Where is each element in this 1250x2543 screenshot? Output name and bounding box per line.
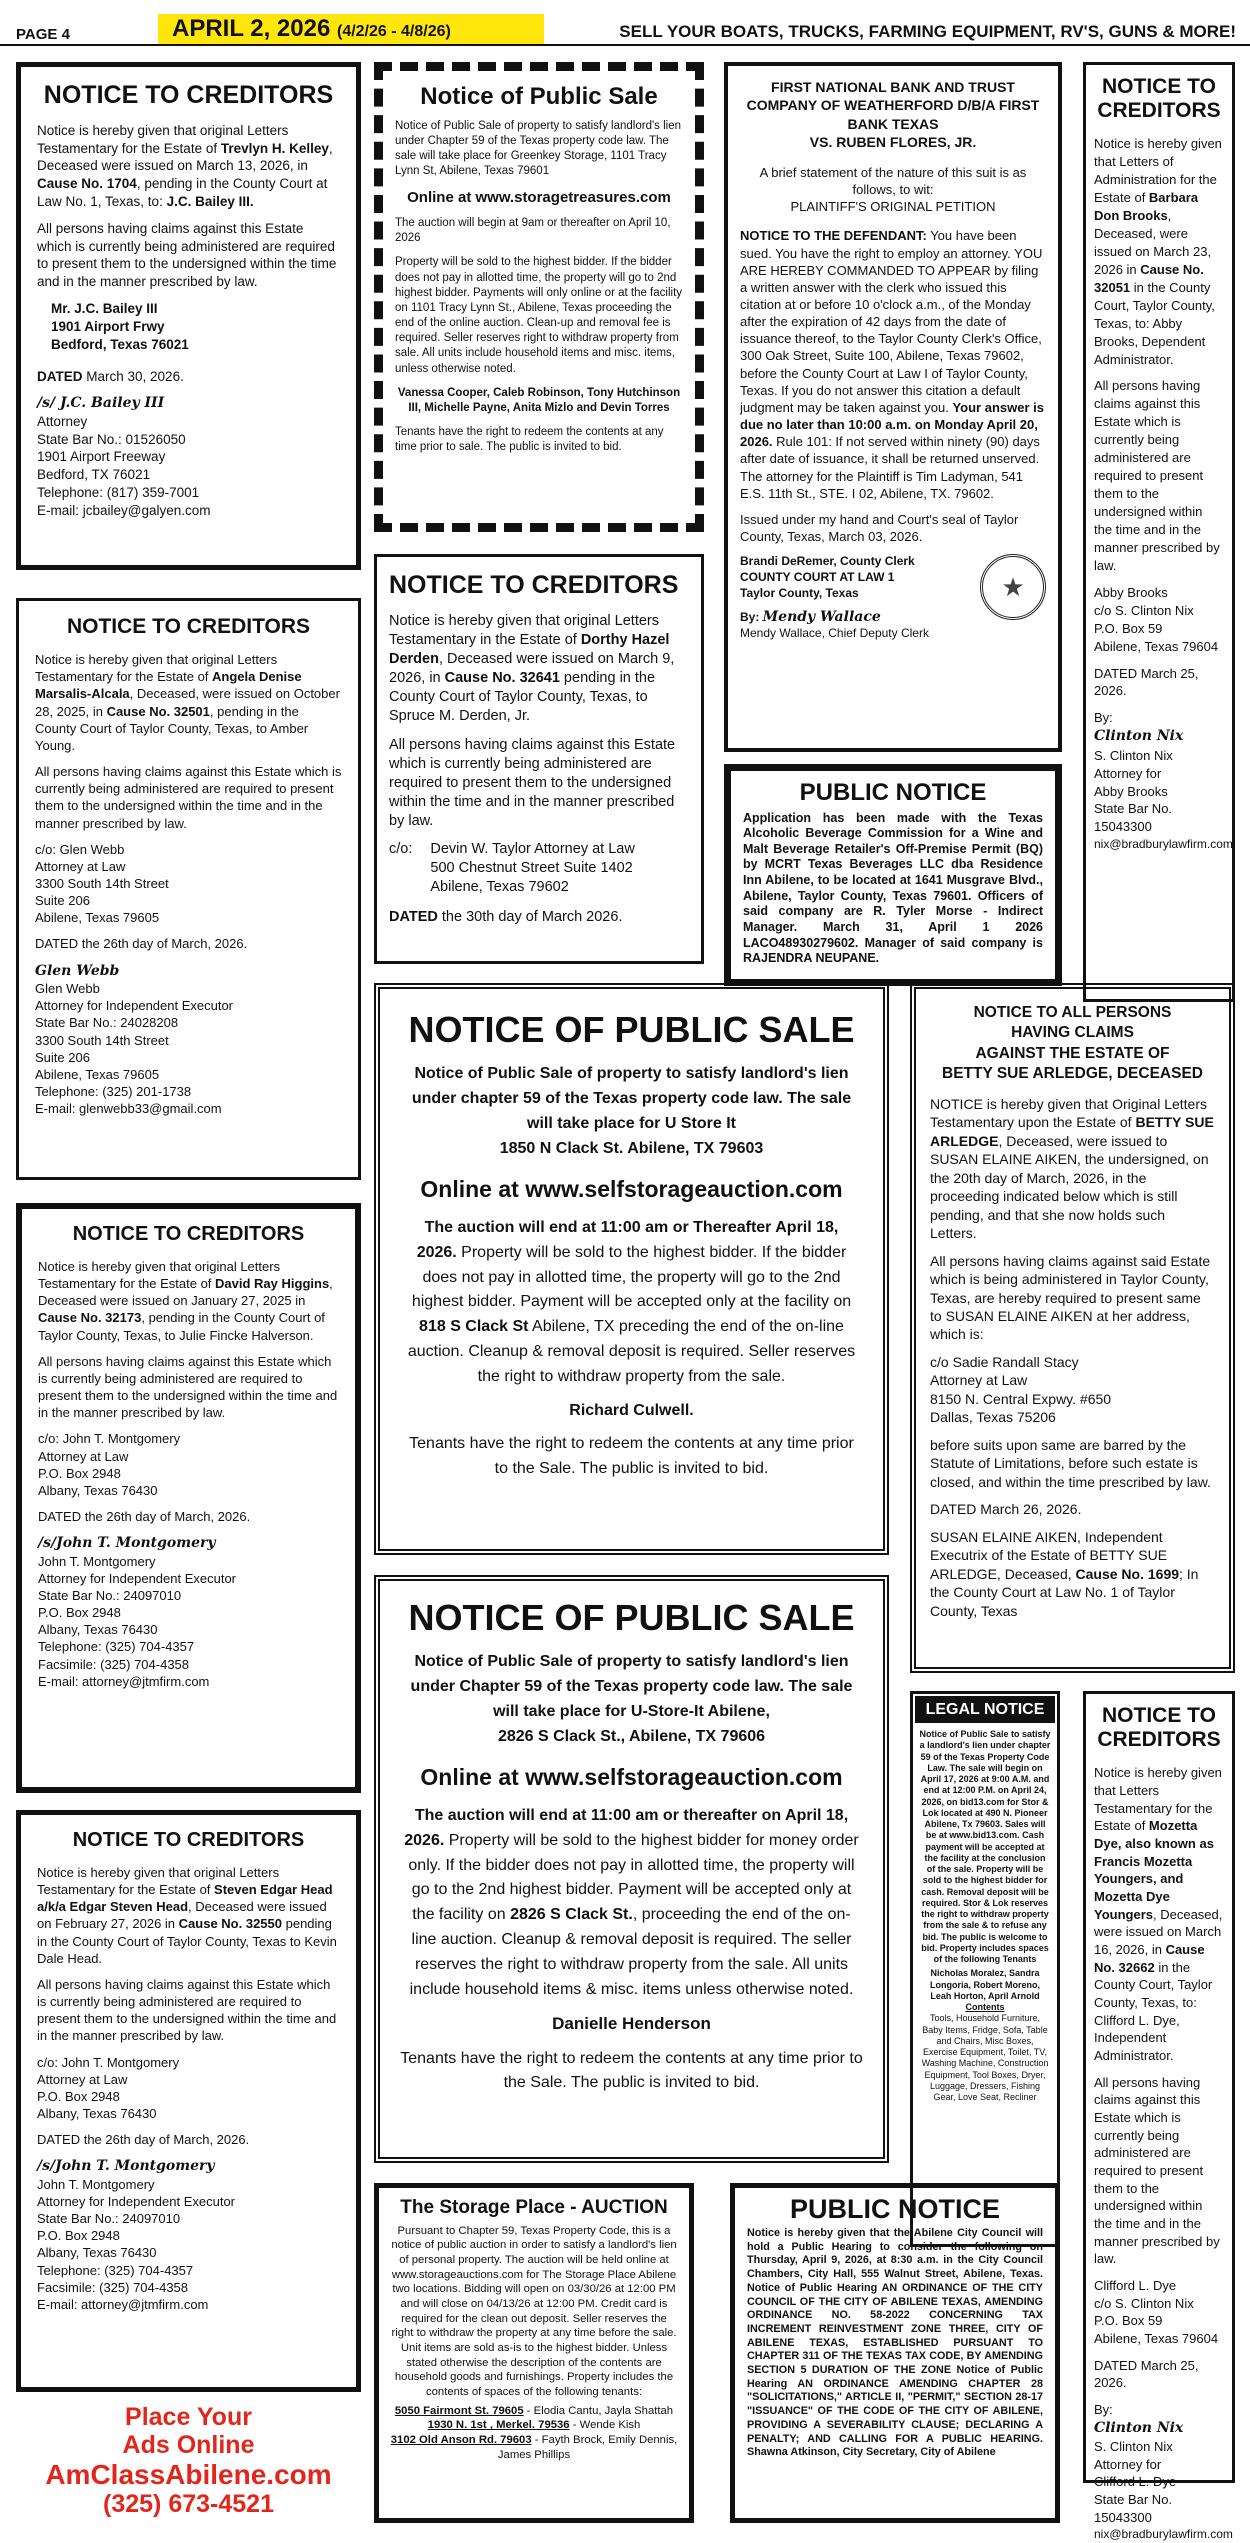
notice-title: PUBLIC NOTICE bbox=[789, 2194, 1000, 2224]
notice-title: Notice of Public Sale bbox=[420, 83, 658, 110]
attorney-block: John T. Montgomery Attorney for Independent Executor State Bar No.: 24097010 P.O. Box 2948 Albany, Texas 76430 Telephone: (325) 704-4357 Facsimile: (325) 704-4358 E-mail: attorney@jtmfirm.com bbox=[37, 2176, 236, 2312]
notice-title: PUBLIC NOTICE bbox=[799, 779, 987, 806]
signature: /s/John T. Montgomery bbox=[37, 2158, 215, 2175]
address-block: Clifford L. Dye c/o S. Clinton Nix P.O. Box 59 Abilene, Texas 79604 bbox=[1094, 2278, 1219, 2347]
attorney-block: S. Clinton Nix Attorney for Clifford L. Dye State Bar No. 15043300 nix@bradburylawfirm.com bbox=[1094, 2438, 1233, 2542]
notice-title: NOTICE TO ALL PERSONS HAVING CLAIMS AGAINST THE ESTATE OF BETTY SUE ARLEDGE, DECEASED bbox=[942, 1004, 1203, 1083]
public-notice-city-council: PUBLIC NOTICE Notice is hereby given that the Abilene City Council will hold a Public Hearing to consider the following on Thursday, April 9, 2026, at 8:30 a.m. in the City Council Chambers, City Hall, 555 Walnut Street, Abilene, Texas. Notice of Public Hearing AN ORDINANCE OF THE CITY COUNCIL OF THE CITY OF ABILENE TEXAS, AMENDING ORDINANCE NO. 58-2022 CONCERNING TAX INCREMENT REINVESTMENT ZONE THREE, CITY OF ABILENE TEXAS, ESTABLISHED PURSUANT TO CHAPTER 311 OF THE TEXAS TAX CODE, BY AMENDING SECTION 5 DURATION OF THE ZONE Notice of Public Hearing AN ORDINANCE AMENDING CHAPTER 28 "SOLICITATIONS," ARTICLE II, "PERMIT," SECTION 28-17 "ISSUANCE" OF THE CODE OF THE CITY OF ABILENE, PROVIDING A SEVERABILITY CLAUSE; DECLARING A PENALTY; AND CALLING FOR A PUBLIC HEARING. Shawna Atkinson, City Secretary, City of Abilene bbox=[730, 2183, 1060, 2523]
address-block: c/o: Glen Webb Attorney at Law 3300 South 14th Street Suite 206 Abilene, Texas 79605 bbox=[35, 841, 169, 926]
notice-title: NOTICE TO CREDITORS bbox=[66, 615, 311, 638]
notice-title: NOTICE TO CREDITORS bbox=[43, 81, 334, 109]
legal-notice-stor-lok: LEGAL NOTICE Notice of Public Sale to satisfy a landlord's lien under chapter 59 of the Texas Property Code Law. The sale will begin on April 17, 2026 at 9:00 A.M. and end at 12:00 P.M. on April 24, 2026, on bid13.com for Stor & Lok located at 490 N. Pioneer Abilene, Tx 79603. Sales will be at www.bid13.com. Cash payment will be accepted at the facility at the conclusion of the sale. Property will be sold to the highest bidder for cash. Removal deposit will be required. Stor & Lok reserves the right to withdraw property from the sale & to refuse any bid. The public is welcome to bid. Property includes spaces of the following Tenants Nicholas Moralez, Sandra Longoria, Robert Moreno, Leah Horton, April Arnold Contents Tools, Household Furniture, Baby Items, Fridge, Sofa, Table and Chairs, Misc Boxes, Exercise Equipment, Toilet, TV, Washing Machine, Construction Equipment, Tool Boxes, Dryer, Luggage, Dressers, Fishing Gear, Love Seat, Recliner bbox=[910, 1691, 1060, 2247]
notice-title: NOTICE OF PUBLIC SALE bbox=[408, 1009, 855, 1050]
notice-estate-arledge: NOTICE TO ALL PERSONS HAVING CLAIMS AGAINST THE ESTATE OF BETTY SUE ARLEDGE, DECEASED NOTICE is hereby given that Original Letters Testamentary upon the Estate of BETTY SUE ARLEDGE, Deceased, were issued to SUSAN ELAINE AIKEN, the undersigned, on the 20th day of March, 2026, in the proceeding indicated below which is still pending, and that she now holds such Letters. All persons having claims against said Estate which is being administered in Taylor County, Texas, are hereby required to present same to SUSAN ELAINE AIKEN at her address, which is: c/o Sadie Randall Stacy Attorney at Law 8150 N. Central Expwy. #650 Dallas, Texas 75206 before suits upon same are barred by the Statute of Limitations, before such estate is closed, and within the time prescribed by law. DATED March 26, 2026. SUSAN ELAINE AIKEN, Independent Executrix of the Estate of BETTY SUE ARLEDGE, Deceased, Cause No. 1699; In the County Court at Law No. 1 of Taylor County, Texas bbox=[910, 983, 1235, 1673]
issue-date-banner: APRIL 2, 2026 (4/2/26 - 4/8/26) bbox=[158, 14, 544, 44]
signature: /s/ J.C. Bailey III bbox=[37, 395, 165, 412]
notice-title: LEGAL NOTICE bbox=[915, 1696, 1055, 1723]
signature: Clinton Nix bbox=[1094, 2419, 1184, 2436]
notice-title: NOTICE TO CREDITORS bbox=[1097, 1704, 1221, 1752]
public-notice-tabc: PUBLIC NOTICE Application has been made with the Texas Alcoholic Beverage Commission for a Wine and Malt Beverage Retailer's Off-Premise Permit (BQ) by MCRT Texas Beverages LLC dba Residence Inn Abilene, to be located at 1641 Musgrave Blvd., Abilene, Taylor County, Texas 79601. Officers of said company are R. Tyler Morse - Indirect Manager. March 31, April 1 2026 LACO48930279602. Manager of said company is RAJENDRA NEUPANE. bbox=[724, 764, 1062, 986]
auction-url: Online at www.selfstorageauction.com bbox=[420, 1175, 843, 1202]
notice-title: NOTICE OF PUBLIC SALE bbox=[408, 1597, 855, 1638]
promo-website-link[interactable]: AmClassAbilene.com bbox=[45, 2459, 332, 2490]
location-line: 5050 Fairmont St. 79605 - Elodia Cantu, Jayla Shattah bbox=[394, 2404, 674, 2417]
attorney-block: Attorney State Bar No.: 01526050 1901 Airport Freeway Bedford, TX 76021 Telephone: (817) 359-7001 E-mail: jcbailey@galyen.com bbox=[37, 413, 211, 518]
promo-phone[interactable]: (325) 673-4521 bbox=[103, 2490, 274, 2519]
case-title: FIRST NATIONAL BANK AND TRUST COMPANY OF WEATHERFORD D/B/A FIRST BANK TEXAS bbox=[746, 79, 1040, 132]
notice-public-sale-ustoreit-clack: NOTICE OF PUBLIC SALE Notice of Public Sale of property to satisfy landlord's lien under chapter 59 of the Texas property code law. The sale will take place for U Store It 1850 N Clack St. Abilene, TX 79603 Online at www.selfstorageauction.com The auction will end at 11:00 am or Thereafter April 18, 2026. Property will be sold to the highest bidder. If the bidder does not pay in allotted time, the property will go to the 2nd highest bidder. Payment will be accepted only at the facility on 818 S Clack St Abilene, TX preceding the end of the on-line auction. Cleanup & removal deposit is required. Seller reserves the right to withdraw property from the sale. Richard Culwell. Tenants have the right to redeem the contents at any time prior to the Sale. The public is invited to bid. bbox=[374, 983, 889, 1555]
location-line: 1930 N. 1st , Merkel. 79536 - Wende Kish bbox=[427, 2419, 641, 2432]
notice-creditors-marsalis: NOTICE TO CREDITORS Notice is hereby given that original Letters Testamentary for the Estate of Angela Denise Marsalis-Alcala, Deceased, were issued on October 28, 2025, in Cause No. 32501, pending in the County Court of Taylor County, Texas, to Amber Young. All persons having claims against this Estate which is currently being administered are required to present them to the undersigned within the time and in the manner prescribed by law. c/o: Glen Webb Attorney at Law 3300 South 14th Street Suite 206 Abilene, Texas 79605 DATED the 26th day of March, 2026. Glen Webb Glen Webb Attorney for Independent Executor State Bar No.: 24028208 3300 South 14th Street Suite 206 Abilene, Texas 79605 Telephone: (325) 201-1738 E-mail: glenwebb33@gmail.com bbox=[16, 598, 361, 1180]
storage-place-auction: The Storage Place - AUCTION Pursuant to Chapter 59, Texas Property Code, this is a notice of public auction in order to satisfy a landlord's lien of personal property. The auction will be held online at www.storageauctions.com for The Storage Place Abilene two locations. Bidding will open on 03/30/26 at 12:00 PM and will close on 04/13/26 at 12:00 PM. Credit card is required for the clean out deposit. Seller reserves the right to withdraw the property at any time before the sale. Unit items are sold as-is to the highest bidder. Unless stated otherwise the description of the contents are household goods and furnishings. Property includes the contents of spaces of the following tenants: 5050 Fairmont St. 79605 - Elodia Cantu, Jayla Shattah 1930 N. 1st , Merkel. 79536 - Wende Kish 3102 Old Anson Rd. 79603 - Fayth Brock, Emily Dennis, James Phillips bbox=[374, 2183, 694, 2523]
location-line: 3102 Old Anson Rd. 79603 - Fayth Brock, Emily Dennis, James Phillips bbox=[390, 2434, 678, 2461]
notice-public-sale-ustoreit-abilene: NOTICE OF PUBLIC SALE Notice of Public Sale of property to satisfy landlord's lien under Chapter 59 of the Texas property code law. The sale will take place for U-Store-It Abilene, 2826 S Clack St., Abilene, TX 79606 Online at www.selfstorageauction.com The auction will end at 11:00 am or thereafter on April 18, 2026. Property will be sold to the highest bidder for money order only. If the bidder does not pay in allotted time, the property will go to the 2nd highest bidder. Payment will be accepted only at the facility on 2826 S Clack St., proceeding the end of the on-line auction. Cleanup & removal deposit is required. The seller reserves the right to withdraw property from the sale. All units include household items & misc. items unless otherwise noted. Danielle Henderson Tenants have the right to redeem the contents at any time prior to the Sale. The public is invited to bid. bbox=[374, 1575, 889, 2163]
address-block: c/o Sadie Randall Stacy Attorney at Law 8150 N. Central Expwy. #650 Dallas, Texas 75206 bbox=[930, 1353, 1112, 1426]
notice-title: NOTICE TO CREDITORS bbox=[389, 571, 679, 599]
notice-title: NOTICE TO CREDITORS bbox=[72, 1829, 305, 1851]
notice-public-sale-greenkey: Notice of Public Sale Notice of Public Sale of property to satisfy landlord's lien under Chapter 59 of the Texas property code law. The sale will take place for Greenkey Storage, 1101 Tracy Lynn St, Abilene, Texas 79601 Online at www.storagetreasures.com The auction will begin at 9am or thereafter on April 10, 2026 Property will be sold to the highest bidder. If the bidder does not pay in allotted time, the property will go to 2nd highest bidder. Payments will only online or at the facility on 1101 Tracy Lynn St., Abilene, Texas proceeding the end of the online auction. Clean-up and removal fee is required. Seller reserves right to withdraw property from sale. All units include household items and misc. items, unless otherwise noted. Vanessa Cooper, Caleb Robinson, Tony Hutchinson III, Michelle Payne, Anita Mizlo and Devin Torres Tenants have the right to redeem the contents at any time prior to sale. The public is invited to bid. bbox=[374, 62, 704, 532]
notice-creditors-higgins: NOTICE TO CREDITORS Notice is hereby given that original Letters Testamentary for the Estate of David Ray Higgins, Deceased were issued on January 27, 2025 in Cause No. 32173, pending in the County Court of Taylor County, Texas, to Julie Fincke Halverson. All persons having claims against this Estate which is currently being administered are required to present them to the undersigned within the time and in the manner prescribed by law. c/o: John T. Montgomery Attorney at Law P.O. Box 2948 Albany, Texas 76430 DATED the 26th day of March, 2026. /s/John T. Montgomery John T. Montgomery Attorney for Independent Executor State Bar No.: 24097010 P.O. Box 2948 Albany, Texas 76430 Telephone: (325) 704-4357 Facsimile: (325) 704-4358 E-mail: attorney@jtmfirm.com bbox=[16, 1203, 361, 1793]
notice-title: The Storage Place - AUCTION bbox=[400, 2197, 668, 2218]
page-header bbox=[0, 0, 1250, 46]
tenant-names: Vanessa Cooper, Caleb Robinson, Tony Hutchinson III, Michelle Payne, Anita Mizlo and Devin Torres bbox=[397, 386, 681, 414]
signature: Glen Webb bbox=[35, 962, 120, 979]
auction-url: Online at www.storagetreasures.com bbox=[407, 189, 671, 207]
address-block: c/o: Devin W. Taylor Attorney at Law 500 Chestnut Street Suite 1402 Abilene, Texas 79602 bbox=[389, 841, 635, 896]
auction-url: Online at www.selfstorageauction.com bbox=[420, 1763, 843, 1790]
address-block: c/o: John T. Montgomery Attorney at Law P.O. Box 2948 Albany, Texas 76430 bbox=[38, 1431, 181, 1498]
header-slogan: SELL YOUR BOATS, TRUCKS, FARMING EQUIPMENT, RV'S, GUNS & MORE! bbox=[619, 22, 1236, 41]
notice-title: NOTICE TO CREDITORS bbox=[72, 1223, 305, 1245]
dated-line: DATED March 30, 2026. bbox=[37, 368, 184, 384]
clerk-block: Brandi DeRemer, County Clerk COUNTY COURT AT LAW 1 Taylor County, Texas By: Mendy Wallace Mendy Wallace, Chief Deputy Clerk bbox=[740, 554, 929, 641]
attorney-block: Glen Webb Attorney for Independent Executor State Bar No.: 24028208 3300 South 14th Street Suite 206 Abilene, Texas 79605 Telephone: (325) 201-1738 E-mail: glenwebb33@gmail.com bbox=[35, 981, 234, 1117]
signature: Clinton Nix bbox=[1094, 728, 1184, 745]
county-seal-icon: ★ bbox=[980, 554, 1046, 620]
page-number: PAGE 4 bbox=[16, 26, 70, 43]
address-block: Abby Brooks c/o S. Clinton Nix P.O. Box 59 Abilene, Texas 79604 bbox=[1094, 584, 1219, 654]
notice-creditors-kelley bbox=[16, 62, 361, 570]
notice-creditors-brooks: NOTICE TO CREDITORS Notice is hereby given that Letters of Administration for the Estate of Barbara Don Brooks, Deceased, were issued on March 23, 2026 in Cause No. 32051 in the County Court, Taylor County, Texas, to: Abby Brooks, Dependent Administrator. All persons having claims against this Estate which is currently being administered are required to present them to the undersigned within the time and in the manner prescribed by law. Abby Brooks c/o S. Clinton Nix P.O. Box 59 Abilene, Texas 79604 DATED March 25, 2026. By: Clinton Nix S. Clinton Nix Attorney for Abby Brooks State Bar No. 15043300 nix@bradburylawfirm.com bbox=[1083, 62, 1235, 1002]
citation-body: NOTICE TO THE DEFENDANT: You have been sued. You have the right to employ an attorney. YOU ARE HEREBY COMMANDED TO APPEAR by filing a written answer with the clerk who issued this citation at or before 10 o'clock a.m., of the Monday after the expiration of 42 days from the date of issuance thereof, to the Taylor County Clerk's Office, 300 Oak Street, Suite 100, Abilene, Texas 79602, before the County Court at Law I of Taylor County, Texas. If you do not answer this citation a default judgment may be taken against you. Your answer is due no later than 10:00 a.m. on Monday April 20, 2026. Rule 101: If not served within ninety (90) days after date of issuance, it shall be returned unserved. The attorney for the Plaintiff is Tim Ladyman, 541 E.S. 11th St., STE. I 02, Abilene, TX. 79602. bbox=[740, 228, 1044, 501]
place-ad-promo[interactable]: Place Your Ads Online AmClassAbilene.com (325) 673-4521 bbox=[16, 2404, 361, 2519]
address-block: c/o: John T. Montgomery Attorney at Law P.O. Box 2948 Albany, Texas 76430 bbox=[37, 2054, 180, 2122]
notice-creditors-dye: NOTICE TO CREDITORS Notice is hereby given that Letters Testamentary for the Estate of Mozetta Dye, also known as Francis Mozetta Youngers, and Mozetta Dye Youngers, Deceased, were issued on March 16, 2026, in Cause No. 32662 in the County Court, Taylor County, Texas, to: Clifford L. Dye, Independent Administrator. All persons having claims against this Estate which is currently being administered are required to present them to the undersigned within the time and in the manner prescribed by law. Clifford L. Dye c/o S. Clinton Nix P.O. Box 59 Abilene, Texas 79604 DATED March 25, 2026. By: Clinton Nix S. Clinton Nix Attorney for Clifford L. Dye State Bar No. 15043300 nix@bradburylawfirm.com bbox=[1083, 1691, 1235, 2483]
notice-body: Notice is hereby given that original Letters Testamentary for the Estate of Trevlyn H. Kelley, Deceased were issued on March 13, 2026, in Cause No. 1704, pending in the County Court at Law No. 1, Texas, to: J.C. Bailey III. bbox=[37, 122, 333, 209]
attorney-block: John T. Montgomery Attorney for Independent Executor State Bar No.: 24097010 P.O. Box 2948 Albany, Texas 76430 Telephone: (325) 704-4357 Facsimile: (325) 704-4358 E-mail: attorney@jtmfirm.com bbox=[38, 1553, 237, 1689]
notice-creditors-derden: NOTICE TO CREDITORS Notice is hereby given that original Letters Testamentary in the Estate of Dorthy Hazel Derden, Deceased were issued on March 9, 2026, in Cause No. 32641 pending in the County Court of Taylor County, Texas, to Spruce M. Derden, Jr. All persons having claims against this Estate which is currently being administered are required to present them to the undersigned within the time and in the manner prescribed by law. c/o: Devin W. Taylor Attorney at Law 500 Chestnut Street Suite 1402 Abilene, Texas 79602 DATED the 30th day of March 2026. bbox=[374, 554, 704, 964]
attorney-block: S. Clinton Nix Attorney for Abby Brooks State Bar No. 15043300 nix@bradburylawfirm.com bbox=[1094, 747, 1233, 852]
notice-creditors-head: NOTICE TO CREDITORS Notice is hereby given that original Letters Testamentary for the Estate of Steven Edgar Head a/k/a Edgar Steven Head, Deceased were issued on February 27, 2026 in Cause No. 32550 pending in the County Court of Taylor County, Texas to Kevin Dale Head. All persons having claims against this Estate which is currently being administered are required to present them to the undersigned within the time and in the manner prescribed by law. c/o: John T. Montgomery Attorney at Law P.O. Box 2948 Albany, Texas 76430 DATED the 26th day of March, 2026. /s/John T. Montgomery John T. Montgomery Attorney for Independent Executor State Bar No.: 24097010 P.O. Box 2948 Albany, Texas 76430 Telephone: (325) 704-4357 Facsimile: (325) 704-4358 E-mail: attorney@jtmfirm.com bbox=[16, 1810, 361, 2392]
signature: /s/John T. Montgomery bbox=[38, 1535, 216, 1552]
notice-body: All persons having claims against this Estate which is currently being administered are required to present them to the undersigned within the time and in the manner prescribed by law. bbox=[37, 220, 337, 290]
citation-flores: FIRST NATIONAL BANK AND TRUST COMPANY OF WEATHERFORD D/B/A FIRST BANK TEXAS VS. RUBEN FLORES, JR. A brief statement of the nature of this suit is as follows, to wit: PLAINTIFF'S ORIGINAL PETITION NOTICE TO THE DEFENDANT: You have been sued. You have the right to employ an attorney. YOU ARE HEREBY COMMANDED TO APPEAR by filing a written answer with the clerk who issued this citation at or before 10 o'clock a.m., of the Monday after the expiration of 42 days from the date of issuance thereof, to the Taylor County Clerk's Office, 300 Oak Street, Suite 100, Abilene, Texas 79602, before the County Court at Law I of Taylor County, Texas. If you do not answer this citation a default judgment may be taken against you. Your answer is due no later than 10:00 a.m. on Monday April 20, 2026. Rule 101: If not served within ninety (90) days after date of issuance, it shall be returned unserved. The attorney for the Plaintiff is Tim Ladyman, 541 E.S. 11th St., STE. I 02, Abilene, TX. 79602. Issued under my hand and Court's seal of Taylor County, Texas, March 03, 2026. Brandi DeRemer, County Clerk COUNTY COURT AT LAW 1 Taylor County, Texas By: Mendy Wallace Mendy Wallace, Chief Deputy Clerk ★ bbox=[724, 62, 1062, 752]
address-block: Mr. J.C. Bailey III 1901 Airport Frwy Bedford, Texas 76021 bbox=[51, 301, 189, 352]
notice-title: NOTICE TO CREDITORS bbox=[1097, 75, 1221, 123]
